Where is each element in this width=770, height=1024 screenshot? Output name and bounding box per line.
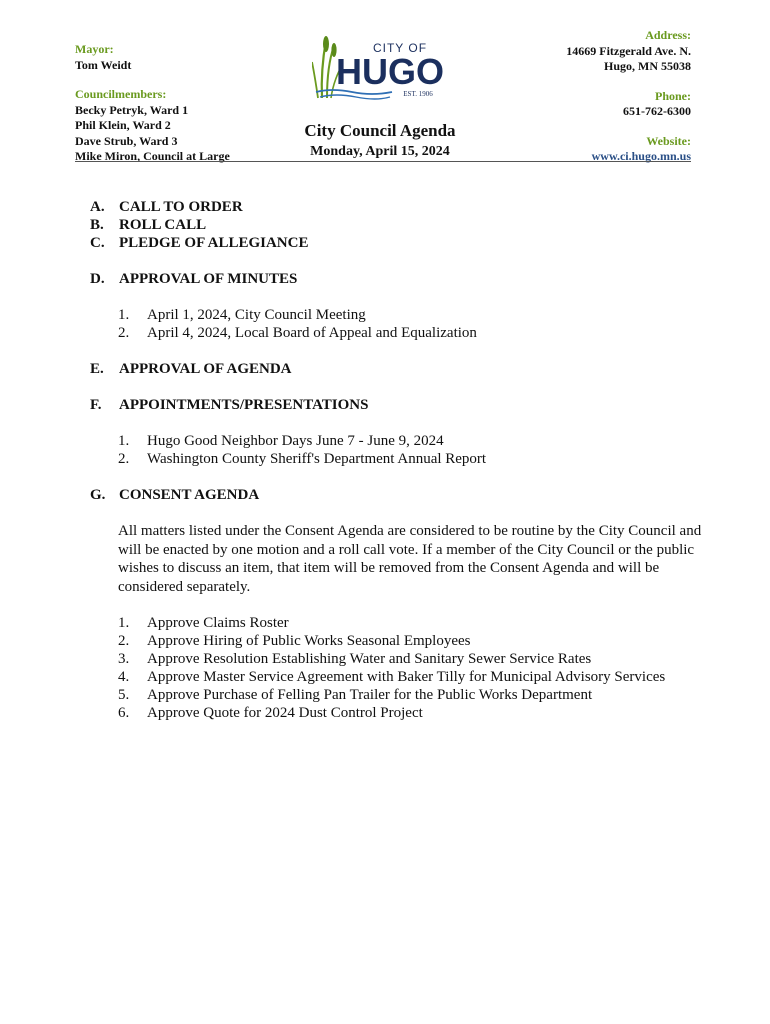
list-item: 2. Washington County Sheriff's Department Annual Report (118, 451, 487, 467)
logo-city-of: CITY OF (372, 41, 428, 55)
section-pledge: C. PLEDGE OF ALLEGIANCE (90, 235, 309, 251)
section-consent-agenda: G. CONSENT AGENDA (90, 487, 260, 503)
phone-label: Phone: (655, 88, 691, 103)
address-line: Hugo, MN 55038 (604, 59, 691, 73)
city-logo (312, 32, 444, 102)
section-approval-of-agenda: E. APPROVAL OF AGENDA (90, 361, 292, 377)
website-link[interactable]: www.ci.hugo.mn.us (591, 149, 691, 163)
list-item: 6. Approve Quote for 2024 Dust Control Project (118, 705, 423, 721)
list-item: 1. Approve Claims Roster (118, 615, 289, 631)
phone-number: 651-762-6300 (623, 104, 691, 118)
contact-block (566, 28, 691, 165)
council-member: Becky Petryk, Ward 1 (75, 102, 189, 117)
agenda-body (90, 198, 710, 722)
logo-est: EST. 1906 (403, 90, 433, 98)
section-approval-of-minutes: D. APPROVAL OF MINUTES (90, 271, 298, 287)
list-item: 2. Approve Hiring of Public Works Seasonal Employees (118, 633, 471, 649)
website-label: Website: (646, 133, 691, 148)
council-member: Mike Miron, Council at Large (75, 149, 230, 163)
council-member: Phil Klein, Ward 2 (75, 118, 171, 132)
address-label: Address: (645, 28, 691, 42)
officials-block (75, 42, 230, 165)
consent-paragraph: All matters listed under the Consent Agenda are considered to be routine by the City Council and will be enacted by one motion and a roll call vote. If a member of the City Council or the public wishes to discuss an item, that item will be removed from the Consent Agenda and will be considered separately. (118, 523, 702, 595)
mayor-label: Mayor: (75, 42, 114, 56)
appointments-list (118, 432, 710, 468)
list-item: 5. Approve Purchase of Felling Pan Trailer for the Public Works Department (118, 687, 593, 703)
logo-hugo: HUGO (336, 51, 444, 92)
list-item: 4. Approve Master Service Agreement with Baker Tilly for Municipal Advisory Services (118, 669, 666, 685)
council-member: Dave Strub, Ward 3 (75, 133, 178, 148)
address-line: 14669 Fitzgerald Ave. N. (566, 43, 691, 58)
minutes-list (118, 306, 710, 342)
consent-list (118, 614, 710, 722)
section-appointments: F. APPOINTMENTS/PRESENTATIONS (90, 397, 369, 413)
section-call-to-order: A. CALL TO ORDER (90, 199, 243, 215)
list-item: 1. April 1, 2024, City Council Meeting (118, 307, 366, 323)
council-label: Councilmembers: (75, 87, 167, 101)
meeting-date: Monday, April 15, 2024 (310, 144, 450, 159)
header-divider (75, 161, 691, 162)
list-item: 2. April 4, 2024, Local Board of Appeal and Equalization (118, 325, 477, 341)
page-title: City Council Agenda (304, 121, 456, 140)
list-item: 1. Hugo Good Neighbor Days June 7 - June 9, 2024 (118, 433, 444, 449)
section-roll-call: B. ROLL CALL (90, 217, 207, 233)
mayor-name: Tom Weidt (75, 57, 132, 72)
list-item: 3. Approve Resolution Establishing Water and Sanitary Sewer Service Rates (118, 651, 592, 667)
